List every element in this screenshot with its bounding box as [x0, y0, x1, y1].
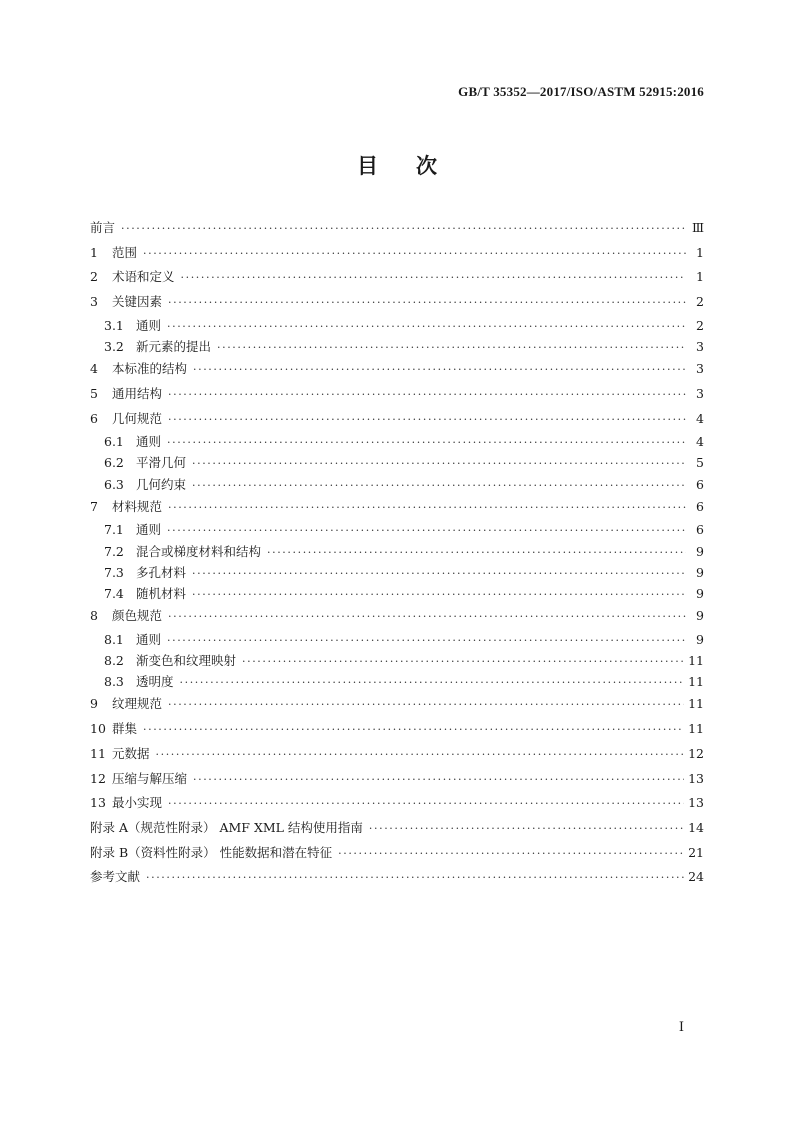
- toc-label: 通用结构: [112, 385, 163, 401]
- toc-leader: [168, 693, 684, 718]
- toc-label: 新元素的提出: [136, 338, 212, 354]
- toc-page: 5: [696, 455, 704, 471]
- toc-label: 本标准的结构: [112, 361, 188, 377]
- toc-number: 9: [90, 696, 98, 712]
- toc-entry[interactable]: [90, 604, 704, 629]
- toc-label: 群集: [112, 721, 138, 737]
- toc-number: 8.2: [104, 653, 124, 669]
- toc-page: 24: [688, 869, 704, 885]
- toc-subentry[interactable]: [90, 474, 704, 495]
- toc-label: 范围: [112, 244, 138, 260]
- toc-subentry[interactable]: [90, 336, 704, 357]
- toc-page: 9: [696, 543, 704, 559]
- toc-page: 13: [688, 795, 704, 811]
- toc-leader: [242, 651, 684, 672]
- toc-leader: [193, 768, 684, 793]
- toc-entry[interactable]: [90, 865, 704, 890]
- toc-leader: [143, 718, 684, 743]
- toc-page: 6: [696, 522, 704, 538]
- toc-page: 9: [696, 564, 704, 580]
- toc-page: 14: [688, 819, 704, 835]
- toc-label: 渐变色和纹理映射: [136, 653, 237, 669]
- toc-subentry[interactable]: [90, 629, 704, 650]
- toc-label: 参考文献: [90, 869, 141, 885]
- toc-label: 通则: [136, 434, 162, 450]
- toc-number: 11: [90, 745, 106, 761]
- toc-subentry[interactable]: [90, 671, 704, 692]
- toc-leader: [192, 584, 686, 605]
- toc-label: 术语和定义: [112, 269, 175, 285]
- toc-page: 3: [696, 338, 704, 354]
- toc-label: 颜色规范: [112, 608, 163, 624]
- toc-page: 4: [696, 410, 704, 426]
- toc-leader: [146, 866, 684, 891]
- toc-leader: [167, 316, 686, 337]
- toc-page: 6: [696, 476, 704, 492]
- toc-label: 最小实现: [112, 795, 163, 811]
- toc-entry[interactable]: [90, 357, 704, 382]
- toc-leader: [192, 563, 686, 584]
- toc-leader: [192, 475, 686, 496]
- toc-page: 9: [696, 631, 704, 647]
- toc-number: 7.1: [104, 522, 124, 538]
- toc-leader: [121, 217, 686, 242]
- toc-page: 12: [688, 745, 704, 761]
- toc-subentry[interactable]: [90, 562, 704, 583]
- toc-entry[interactable]: [90, 290, 704, 315]
- toc-subentry[interactable]: [90, 541, 704, 562]
- toc-number: 6.3: [104, 476, 124, 492]
- toc-leader: [369, 817, 684, 842]
- toc-label: 通则: [136, 317, 162, 333]
- page-folio: I: [678, 1020, 684, 1035]
- toc-subentry[interactable]: [90, 583, 704, 604]
- toc-entry[interactable]: [90, 816, 704, 841]
- toc-number: 4: [90, 361, 98, 377]
- toc-number: 10: [90, 721, 106, 737]
- toc-leader: [156, 743, 685, 768]
- toc-number: 2: [90, 269, 98, 285]
- toc-label: 通则: [136, 631, 162, 647]
- toc-leader: [168, 383, 686, 408]
- toc-number: 3.1: [104, 317, 124, 333]
- toc-leader: [338, 842, 684, 867]
- title-char-2: 次: [416, 154, 437, 178]
- toc-entry[interactable]: [90, 791, 704, 816]
- toc-page: 11: [688, 653, 704, 669]
- toc-leader: [167, 520, 686, 541]
- toc-page: 13: [688, 770, 704, 786]
- toc-entry[interactable]: [90, 216, 704, 241]
- toc-leader: [193, 358, 686, 383]
- toc-leader: [143, 242, 686, 267]
- toc-page: 1: [696, 269, 704, 285]
- toc-leader: [192, 453, 686, 474]
- toc-label: 随机材料: [136, 586, 187, 601]
- title-char-1: 目: [357, 154, 378, 178]
- toc-label: 混合或梯度材料和结构: [136, 543, 262, 559]
- toc-page: 11: [688, 721, 704, 737]
- toc-number: 8.3: [104, 674, 124, 690]
- toc-label: 压缩与解压缩: [112, 770, 188, 786]
- toc-page: 9: [696, 608, 704, 624]
- page-title: [0, 150, 794, 180]
- toc-number: 7: [90, 498, 98, 514]
- toc-entry[interactable]: [90, 767, 704, 792]
- toc-subentry[interactable]: [90, 650, 704, 671]
- toc-entry[interactable]: [90, 692, 704, 717]
- toc-number: 5: [90, 385, 98, 401]
- toc-number: 8.1: [104, 631, 124, 647]
- toc-page: 1: [696, 244, 704, 260]
- toc-number: 3.2: [104, 338, 124, 354]
- toc-leader: [168, 792, 684, 817]
- toc-entry[interactable]: [90, 717, 704, 742]
- toc-page: 11: [688, 674, 704, 690]
- toc-page: 3: [696, 385, 704, 401]
- toc-label: 多孔材料: [136, 564, 187, 580]
- toc-label: 附录 B（资料性附录） 性能数据和潜在特征: [90, 844, 333, 860]
- table-of-contents: [90, 216, 704, 890]
- toc-label: 几何规范: [112, 410, 163, 426]
- toc-number: 7.3: [104, 564, 124, 580]
- toc-leader: [167, 630, 686, 651]
- standard-code: GB/T 35352—2017/ISO/ASTM 52915:2016: [458, 84, 704, 99]
- toc-entry[interactable]: [90, 742, 704, 767]
- toc-number: 1: [90, 244, 98, 260]
- toc-subentry[interactable]: [90, 452, 704, 473]
- toc-label: 几何约束: [136, 476, 187, 492]
- toc-page: 6: [696, 498, 704, 514]
- toc-page: 9: [696, 586, 704, 601]
- toc-label: 材料规范: [112, 498, 163, 514]
- toc-label: 附录 A（规范性附录） AMF XML 结构使用指南: [90, 819, 363, 835]
- toc-entry[interactable]: [90, 495, 704, 520]
- toc-leader: [168, 291, 686, 316]
- toc-page: 11: [688, 696, 704, 712]
- toc-entry[interactable]: [90, 265, 704, 290]
- toc-entry[interactable]: [90, 382, 704, 407]
- toc-label: 关键因素: [112, 294, 163, 310]
- toc-number: 7.2: [104, 543, 124, 559]
- toc-label: 纹理规范: [112, 696, 163, 712]
- toc-label: 通则: [136, 522, 162, 538]
- toc-number: 7.4: [104, 586, 124, 601]
- toc-leader: [168, 605, 686, 630]
- toc-page: Ⅲ: [691, 220, 704, 235]
- toc-leader: [180, 672, 685, 693]
- toc-number: 6: [90, 410, 98, 426]
- toc-number: 8: [90, 608, 98, 624]
- toc-number: 12: [90, 770, 106, 786]
- toc-subentry[interactable]: [90, 431, 704, 452]
- toc-entry[interactable]: [90, 407, 704, 432]
- toc-leader: [167, 432, 686, 453]
- toc-subentry[interactable]: [90, 519, 704, 540]
- toc-number: 6.2: [104, 455, 124, 471]
- toc-page: 2: [696, 317, 704, 333]
- toc-number: 3: [90, 294, 98, 310]
- toc-label: 平滑几何: [136, 455, 187, 471]
- toc-page: 3: [696, 361, 704, 377]
- toc-page: 2: [696, 294, 704, 310]
- toc-entry[interactable]: [90, 241, 704, 266]
- toc-leader: [181, 266, 686, 291]
- toc-subentry[interactable]: [90, 315, 704, 336]
- toc-page: 21: [688, 844, 704, 860]
- toc-leader: [217, 337, 686, 358]
- toc-page: 4: [696, 434, 704, 450]
- toc-label: 元数据: [112, 745, 150, 761]
- toc-leader: [168, 496, 686, 521]
- toc-leader: [267, 542, 686, 563]
- toc-label: 透明度: [136, 674, 174, 690]
- toc-number: 13: [90, 795, 106, 811]
- toc-number: 6.1: [104, 434, 124, 450]
- toc-entry[interactable]: [90, 841, 704, 866]
- toc-leader: [168, 408, 686, 433]
- toc-label: 前言: [90, 220, 116, 235]
